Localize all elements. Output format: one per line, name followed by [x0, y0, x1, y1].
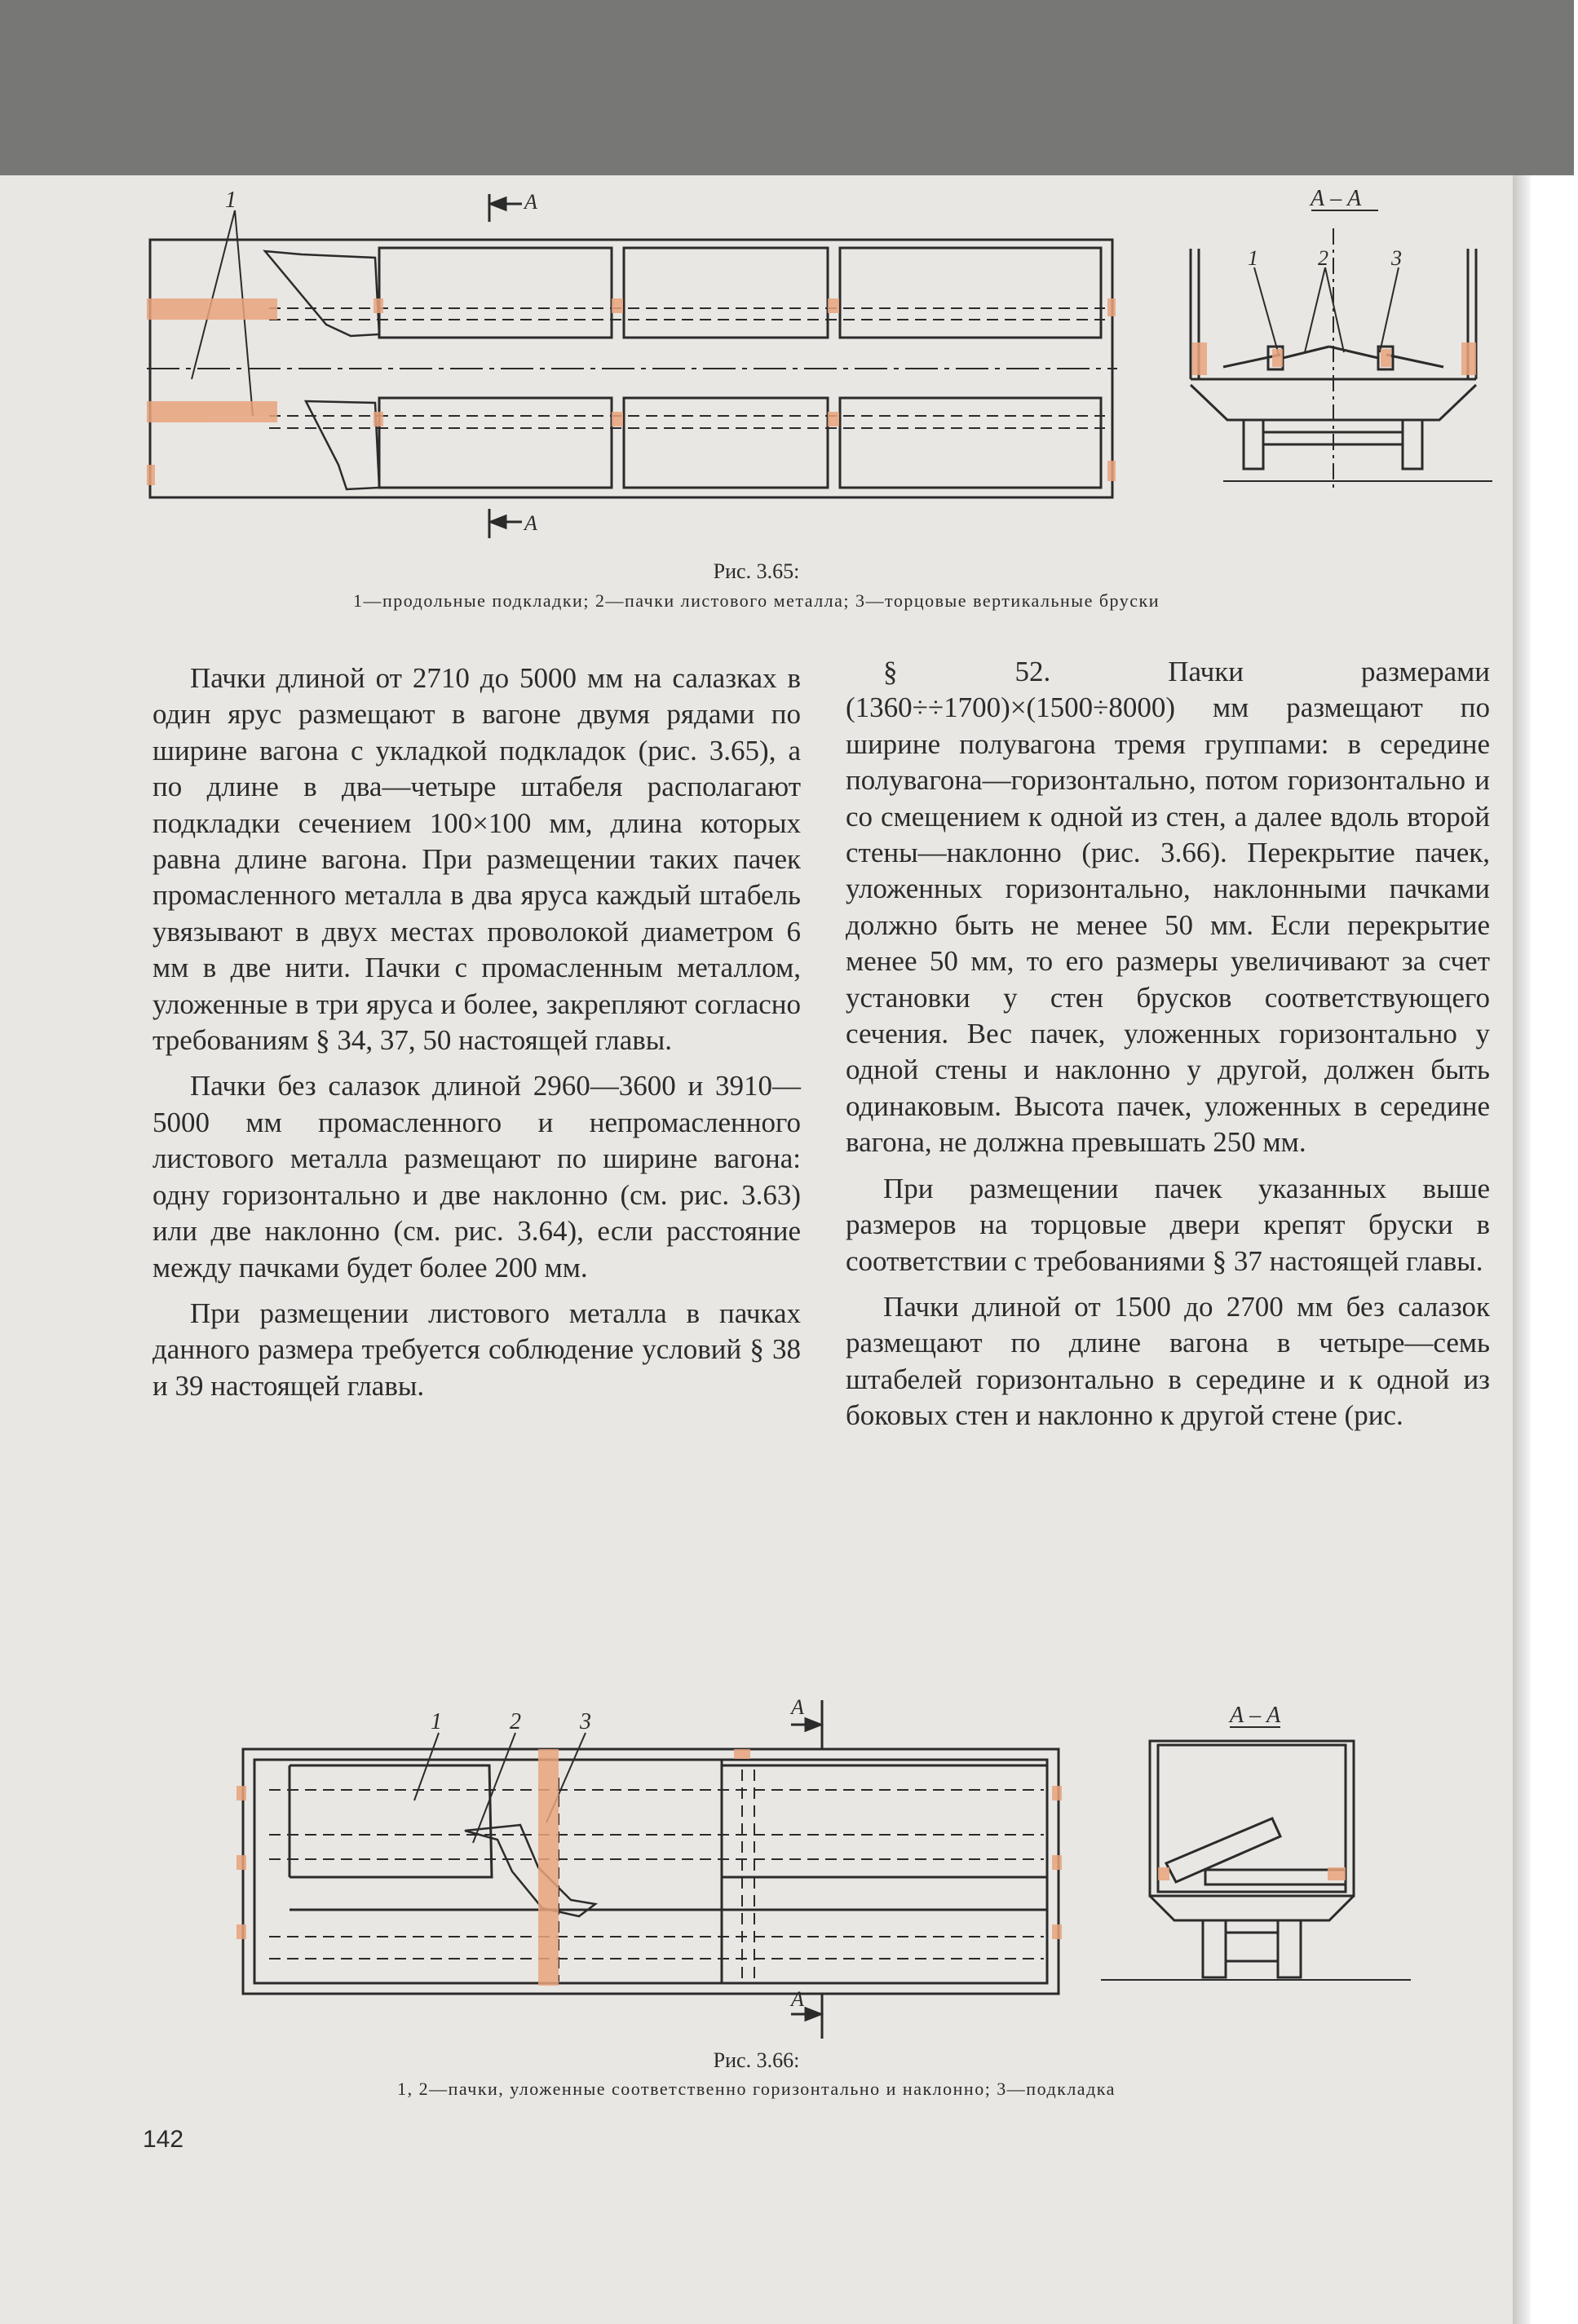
figure-3-65	[130, 179, 1517, 554]
fig66-section-bottom-label: А	[791, 1987, 804, 2011]
right-paragraph-1: § 52. Пачки размерами (1360÷÷1700)×(1500÷8000) мм размещают по ширине полувагона тремя группами: в середине полувагона—горизонтально, потом горизонтально и со смещением к одной из стен, а далее вдоль второй стены—наклонно (рис. 3.66). Перекрытие пачек, уложенных горизонтально, наклонными пачками должно быть не менее 50 мм. Если перекрытие менее 50 мм, то его размеры увеличивают за счет установки у стен брусков соответствующего сечения. Вес пачек, уложенных горизонтально у одной стены и наклонно у другой, должен быть одинаковым. Высота пачек, уложенных в середине вагона, не должна превышать 250 мм.	[846, 656, 1490, 1159]
left-paragraph-2: Пачки без салазок длиной 2960—3600 и 3910—5000 мм промасленного и непромасленного листового металла размещают по ширине вагона: одну горизонтально и две наклонно (см. рис. 3.63) или две наклонно (см. рис. 3.64), если расстояние между пачками будет более 200 мм.	[152, 1070, 801, 1284]
figure-3-66-title: Рис. 3.66:	[713, 2048, 800, 2072]
left-paragraph-1: Пачки длиной от 2710 до 5000 мм на салазках в один ярус размещают в вагоне двумя рядами по ширине вагона с укладкой подкладок (рис. 3.65), а по длине в два—четыре штабеля располагают подкладки сечением 100×100 мм, длина которых равна длине вагона. При размещении таких пачек промасленного металла в два яруса каждый штабель увязывают в двух местах проволокой диаметром 6 мм в две нити. Пачки с промасленным металлом, уложенные в три яруса и более, закрепляют согласно требованиям § 34, 37, 50 настоящей главы.	[152, 662, 801, 1057]
callout-a-label: 1	[1248, 246, 1258, 270]
fig66-callout-2: 2	[510, 1709, 521, 1734]
callout-1-label: 1	[225, 188, 236, 213]
figure-3-66	[220, 1655, 1460, 2039]
right-column	[846, 654, 1490, 1444]
page-number: 142	[143, 2126, 184, 2153]
figure-3-66-drawing	[220, 1655, 1460, 2039]
fig66-section-view-label: А – А	[1230, 1703, 1281, 1728]
callout-c-label: 3	[1391, 246, 1402, 270]
right-paragraph-3: Пачки длиной от 1500 до 2700 мм без салазок размещают по длине вагона в четыре—семь штабелей горизонтально в середине и к одной из боковых стен и наклонно к другой стене (рис.	[846, 1290, 1490, 1432]
section-top-label: А	[524, 190, 537, 214]
fig66-section-top-label: А	[791, 1695, 804, 1719]
callout-b-label: 2	[1318, 246, 1328, 270]
figure-3-65-legend: 1—продольные подкладки; 2—пачки листового металла; 3—торцовые вертикальные бруски	[353, 590, 1160, 611]
figure-3-65-drawing	[130, 179, 1517, 554]
right-paragraph-2: При размещении пачек указанных выше размеров на торцовые двери крепят бруски в соответствии с требованиями § 37 настоящей главы.	[846, 1172, 1490, 1277]
figure-3-65-title: Рис. 3.65:	[713, 559, 800, 583]
fig66-callout-3: 3	[580, 1709, 591, 1734]
section-view-label: А – А	[1311, 186, 1362, 211]
fig66-callout-1: 1	[431, 1709, 442, 1734]
figure-3-66-legend: 1, 2—пачки, уложенные соответственно горизонтально и наклонно; 3—подкладка	[397, 2079, 1116, 2099]
scan-top-bar	[0, 0, 1574, 175]
left-column	[152, 661, 801, 1414]
left-paragraph-3: При размещении листового металла в пачках данного размера требуется соблюдение условий § 38 и 39 настоящей главы.	[152, 1297, 801, 1402]
section-bottom-label: А	[524, 511, 537, 535]
